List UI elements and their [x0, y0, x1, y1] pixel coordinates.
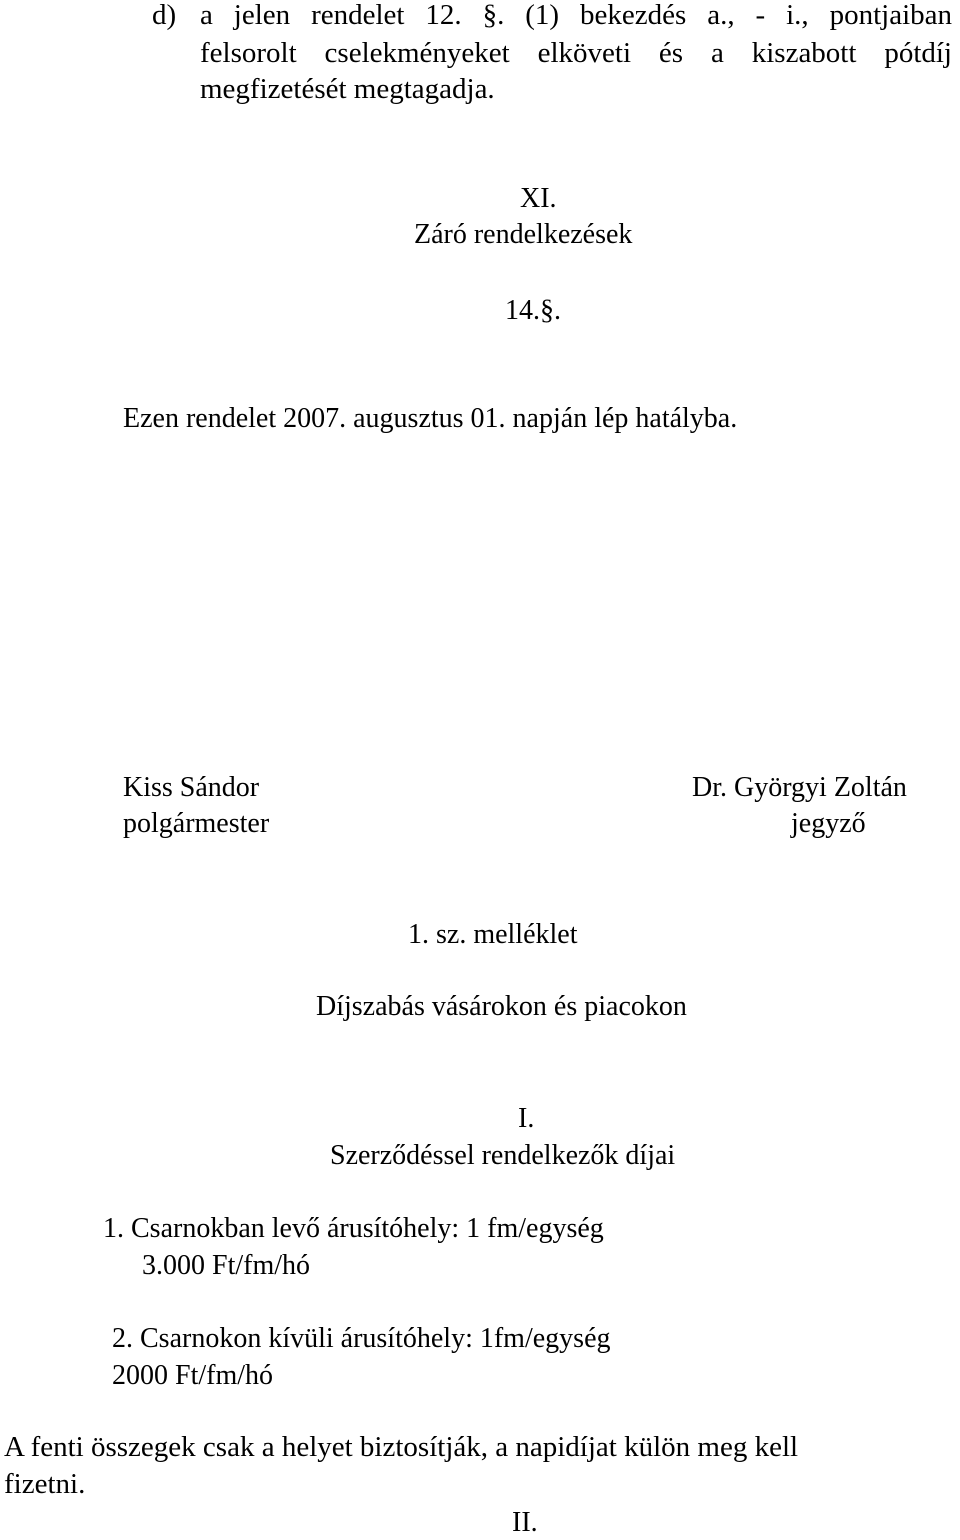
chapter-title: Záró rendelkezések: [414, 219, 633, 250]
chapter-number: XI.: [520, 183, 557, 214]
signature-left-name: Kiss Sándor: [123, 772, 260, 803]
part-i-number: I.: [518, 1103, 535, 1134]
fee-item-1-text: 1. Csarnokban levő árusítóhely: 1 fm/egység: [103, 1213, 604, 1244]
part-i-title: Szerződéssel rendelkezők díjai: [330, 1140, 676, 1171]
fee-item-1-price: 3.000 Ft/fm/hó: [142, 1250, 311, 1281]
annex-number: 1. sz. melléklet: [408, 919, 578, 950]
section-text: Ezen rendelet 2007. augusztus 01. napján lép hatályba.: [123, 403, 738, 434]
item-d-line-1: a jelen rendelet 12. §. (1) bekezdés a., - i., pontjaiban: [200, 0, 952, 31]
part-ii-number: II.: [512, 1507, 538, 1538]
section-number: 14.§.: [505, 295, 561, 326]
fee-note-line-1: A fenti összegek csak a helyet biztosítják, a napidíjat külön meg kell: [4, 1431, 799, 1463]
fee-note-line-2: fizetni.: [4, 1468, 86, 1500]
fee-item-2-price: 2000 Ft/fm/hó: [112, 1360, 274, 1391]
item-d-line-3: megfizetését megtagadja.: [200, 73, 495, 105]
fee-item-2-text: 2. Csarnokon kívüli árusítóhely: 1fm/egység: [112, 1323, 611, 1354]
annex-title: Díjszabás vásárokon és piacokon: [316, 991, 687, 1022]
item-d-marker: d): [152, 0, 177, 31]
signature-right-title: jegyző: [791, 808, 866, 839]
item-d-line-2: felsorolt cselekményeket elköveti és a kiszabott pótdíj: [200, 37, 952, 69]
signature-left-title: polgármester: [123, 808, 270, 839]
signature-right-name: Dr. Györgyi Zoltán: [692, 772, 907, 803]
